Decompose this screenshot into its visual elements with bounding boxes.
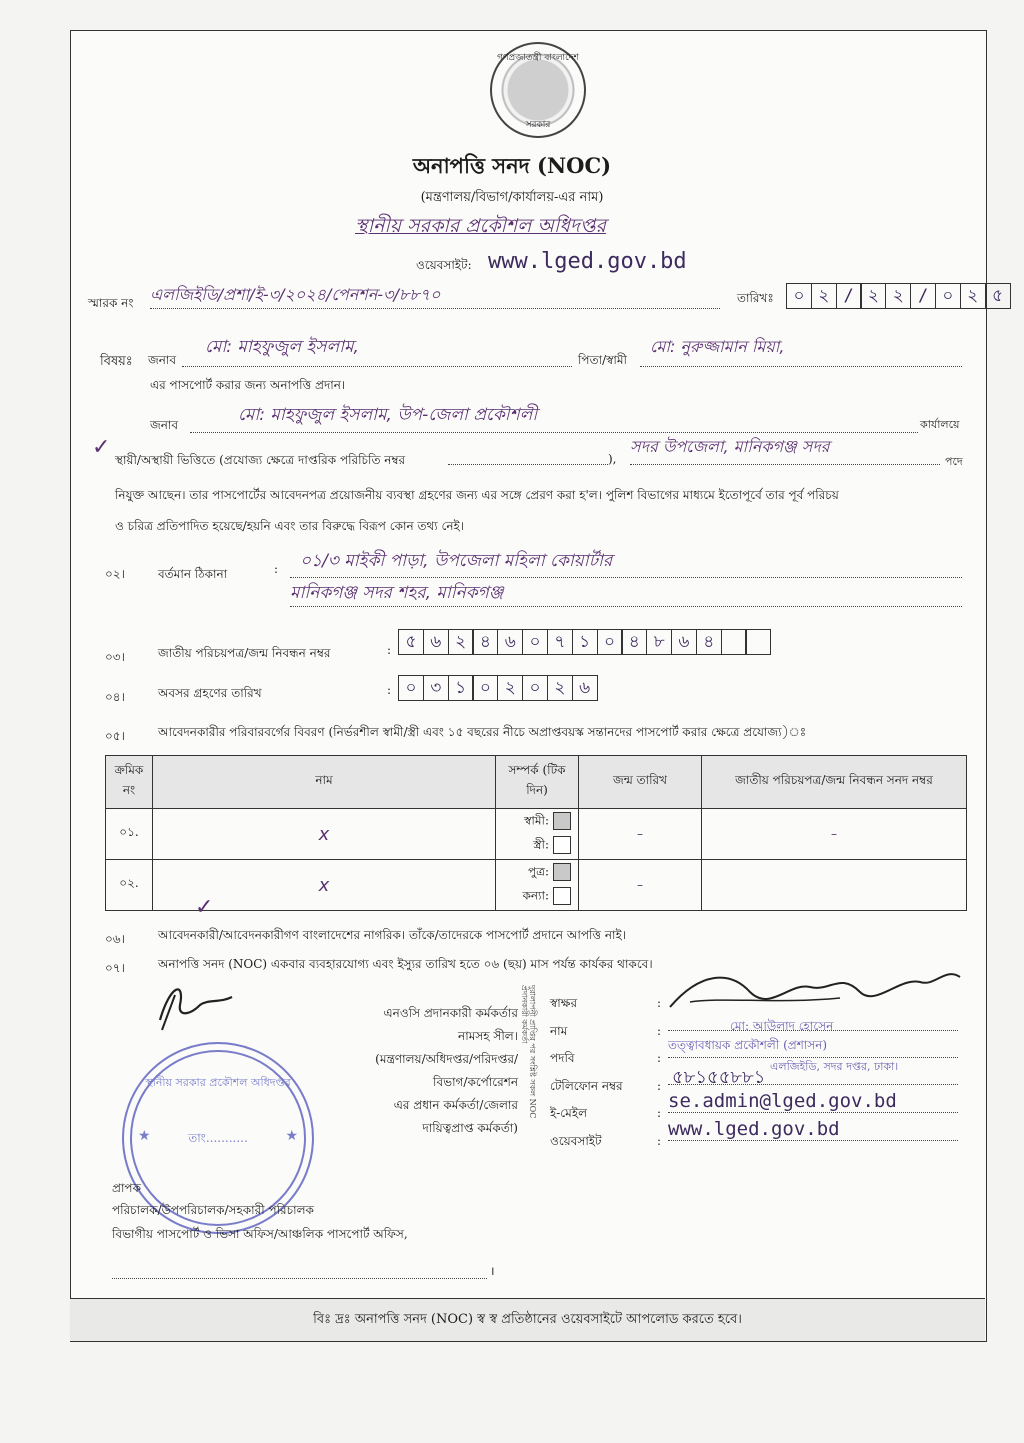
decl07-text: অনাপত্তি সনদ (NOC) একবার ব্যবহারযোগ্য এবং ইস্যুর তারিখ হতে ০৬ (ছয়) মাস পর্যন্ত কার্যকর থাকবে। [158, 957, 653, 971]
item03-number: ০৩। [105, 650, 125, 664]
field-label-name: নাম [550, 1023, 568, 1038]
body-janab: জনাব [150, 418, 179, 432]
date-digit-box: ২ [885, 283, 911, 309]
nid-digit-box: ০ [522, 629, 548, 655]
wife-checkbox[interactable] [553, 836, 571, 854]
seal-bottom-text: সরকার [525, 120, 551, 130]
perm-close: ), [608, 452, 617, 466]
relation-label-son: পুত্র: [527, 864, 549, 878]
subject-line2: এর পাসপোর্ট করার জন্য অনাপত্তি প্রদান। [150, 378, 346, 392]
row-serial: ০২. [106, 860, 153, 911]
field-label-website: ওয়েবসাইট [550, 1133, 602, 1148]
recipient-line1: পরিচালক/উপপরিচালক/সহকারী পরিচালক [112, 1203, 314, 1217]
item04-number: ০৪। [105, 690, 125, 704]
stamp-date-label: তাং........... [188, 1131, 248, 1145]
retirement-digit-box: ২ [497, 675, 523, 701]
item02-label: বর্তমান ঠিকানা [158, 567, 228, 581]
website-value: www.lged.gov.bd [488, 249, 687, 274]
date-label: তারিখঃ [737, 291, 774, 305]
date-digit-box: ৫ [985, 283, 1011, 309]
recipient-line3-end: । [490, 1264, 495, 1278]
retirement-digit-box: ০ [472, 675, 498, 701]
issuer-desc-line: বিভাগ/কর্পোরেশন [433, 1075, 518, 1089]
nid-boxes [398, 629, 770, 655]
decl07-number: ০৭। [105, 961, 125, 975]
body-para1: নিযুক্ত আছেন। তার পাসপোর্টের আবেদনপত্র প্রয়োজনীয় ব্যবস্থা গ্রহণের জন্য এর সঙ্গে প্রেরণ করা হ'ল। পুলিশ বিভাগের মাধ্যমে ইতোপূর্বে তার পূর্ব পরিচয় [115, 488, 839, 502]
col-name: নাম [153, 756, 496, 809]
office-suffix: কার্যালয়ে [920, 418, 960, 431]
issuer-description [330, 1002, 518, 1140]
row-dob: – [579, 809, 702, 860]
website-label: ওয়েবসাইট: [416, 258, 472, 272]
field-label-email: ই-মেইল [550, 1106, 588, 1120]
item03-label: জাতীয় পরিচয়পত্র/জন্ম নিবন্ধন নম্বর [158, 646, 331, 660]
col-dob: জন্ম তারিখ [579, 756, 702, 809]
star-icon: ★ [138, 1128, 151, 1144]
nid-digit-box: ৪ [621, 629, 647, 655]
item05-label: আবেদনকারীর পরিবারবর্গের বিবরণ (নির্ভরশীল স্বামী/স্ত্রী এবং ১৫ বছরের নীচে অপ্রাপ্তবয়স্ক সন্তানদের পাসপোর্ট করার ক্ষেত্রে প্রযোজ্য)ঃ [158, 725, 807, 739]
relation-cell [496, 809, 579, 860]
retirement-digit-box: ৬ [572, 675, 598, 701]
father-label: পিতা/স্বামী [578, 353, 627, 367]
nid-digit-box: ১ [572, 629, 598, 655]
issuer-field-labels [550, 990, 623, 1155]
issuer-desc-line: নামসহ সীল। [458, 1029, 518, 1043]
row-nid: – [702, 809, 967, 860]
applicant-name-value: মো: মাহফুজুল ইসলাম, [205, 337, 359, 357]
vertical-stamp-text: দুরালাপনী প্রাপ্তির পর সংশ্লিষ্ট সকল NOC প্রদানকারী কর্মকর্তা [520, 985, 537, 1119]
tick-mark: ✓ [195, 895, 214, 920]
nid-digit-box: ৬ [497, 629, 523, 655]
form-subtitle: (মন্ত্রণালয়/বিভাগ/কার্যালয়-এর নাম) [420, 190, 604, 205]
decl06-number: ০৬। [105, 932, 125, 946]
issuer-desc-line: দায়িত্বপ্রাপ্ত কর্মকর্তা) [422, 1121, 518, 1135]
col-serial: ক্রমিক নং [106, 756, 153, 809]
nid-digit-box: ৭ [547, 629, 573, 655]
row-nid [702, 860, 967, 911]
post-value: সদর উপজেলা, মানিকগঞ্জ সদর [630, 437, 830, 456]
nid-digit-box: ৪ [472, 629, 498, 655]
office-name: স্থানীয় সরকার প্রকৌশল অধিদপ্তর [355, 215, 606, 237]
issuer-phone-value: ৫৮১৫৫৮৮১ [672, 1067, 766, 1088]
issuer-signature [660, 962, 970, 1022]
date-digit-box: / [910, 283, 936, 309]
son-checkbox[interactable] [553, 863, 571, 881]
date-digit-box: ২ [960, 283, 986, 309]
date-digit-box: / [836, 283, 862, 309]
retirement-digit-box: ১ [448, 675, 474, 701]
item04-label: অবসর গ্রহণের তারিখ [158, 686, 262, 700]
seal-top-text: গণপ্রজাতন্ত্রী বাংলাদেশ [497, 53, 579, 63]
issuer-desc-line: এনওসি প্রদানকারী কর্মকর্তার [383, 1006, 518, 1020]
issuer-designation-value: তত্ত্বাবধায়ক প্রকৌশলী (প্রশাসন) [668, 1038, 828, 1052]
nid-digit-box: ২ [448, 629, 474, 655]
star-icon: ★ [285, 1128, 298, 1144]
daughter-checkbox[interactable] [553, 887, 571, 905]
table-row [106, 860, 967, 911]
footer-note-text: বিঃ দ্রঃ অনাপত্তি সনদ (NOC) স্ব স্ব প্রতিষ্ঠানের ওয়েবসাইটে আপলোড করতে হবে। [313, 1311, 742, 1327]
nid-digit-box: ৪ [696, 629, 722, 655]
nid-digit-box: ৬ [423, 629, 449, 655]
date-digit-box: ২ [860, 283, 886, 309]
stamp-text: স্থানীয় সরকার প্রকৌশল অধিদপ্তর [145, 1076, 291, 1089]
table-row [106, 809, 967, 860]
nid-digit-box: ৬ [671, 629, 697, 655]
nid-digit-box: ৮ [646, 629, 672, 655]
field-label-designation: পদবি [550, 1051, 575, 1065]
relation-cell [496, 860, 579, 911]
tick-mark: ✓ [92, 435, 111, 460]
father-name-value: মো: নুরুজ্জামান মিয়া, [650, 337, 785, 356]
row-name: x [153, 809, 496, 860]
relation-label-daughter: কন্যা: [522, 888, 549, 903]
date-boxes [786, 283, 1009, 309]
issuer-designation-value2: এলজিইডি, সদর দপ্তর, ঢাকা। [770, 1060, 899, 1073]
date-digit-box: ০ [935, 283, 961, 309]
date-digit-box: ০ [786, 283, 812, 309]
address-line1: ০১/৩ মাইকী পাড়া, উপজেলা মহিলা কোয়ার্টার [300, 551, 613, 571]
item05-number: ০৫। [105, 729, 125, 743]
issuer-name-value: মো: আউলাদ হোসেন [730, 1019, 834, 1033]
family-details-table [105, 755, 967, 911]
relation-label-husband: স্বামী: [524, 813, 549, 827]
nid-digit-box: ০ [597, 629, 623, 655]
nid-digit-box [745, 629, 771, 655]
recipient-line2: বিভাগীয় পাসপোর্ট ও ভিসা অফিস/আঞ্চলিক পাসপোর্ট অফিস, [112, 1227, 408, 1241]
issuer-email-value: se.admin@lged.gov.bd [668, 1090, 897, 1112]
field-label-phone: টেলিফোন নম্বর [550, 1078, 623, 1093]
row-dob: – [579, 860, 702, 911]
date-digit-box: ২ [811, 283, 837, 309]
col-nid: জাতীয় পরিচয়পত্র/জন্ম নিবন্ধন সনদ নম্বর [702, 756, 967, 809]
initial-signature [150, 975, 240, 1035]
item02-number: ০২। [105, 567, 125, 581]
post-suffix: পদে [945, 455, 963, 468]
perm-prefix: স্থায়ী/অস্থায়ী ভিত্তিতে (প্রযোজ্য ক্ষেত্রে দাপ্তরিক পরিচিতি নম্বর [115, 453, 406, 467]
husband-checkbox[interactable] [553, 812, 571, 830]
retirement-digit-box: ৩ [423, 675, 449, 701]
retirement-digit-box: ০ [398, 675, 424, 701]
col-relation: সম্পর্ক (টিক দিন) [496, 756, 579, 809]
nid-digit-box [721, 629, 747, 655]
nid-digit-box: ৫ [398, 629, 424, 655]
issuer-desc-line: (মন্ত্রণালয়/অধিদপ্তর/পরিদপ্তর/ [375, 1052, 518, 1066]
person-designation-value: মো: মাহফুজুল ইসলাম, উপ-জেলা প্রকৌশলী [238, 405, 538, 425]
issuer-website-value: www.lged.gov.bd [668, 1118, 840, 1140]
government-seal [490, 42, 586, 138]
retirement-digit-box: ২ [547, 675, 573, 701]
row-name: x [153, 860, 496, 911]
decl06-text: আবেদনকারী/আবেদনকারীগণ বাংলাদেশের নাগরিক। তাঁকে/তাদেরকে পাসপোর্ট প্রদানে আপত্তি নাই। [158, 928, 627, 942]
relation-label-wife: স্ত্রী: [533, 837, 549, 852]
subject-janab: জনাব [148, 353, 177, 367]
address-line2: মানিকগঞ্জ সদর শহর, মানিকগঞ্জ [290, 583, 504, 603]
form-title: অনাপত্তি সনদ (NOC) [412, 153, 612, 178]
stamp-date-text: তাং [188, 1131, 206, 1145]
memo-value: এলজিইডি/প্রশা/ই-৩/২০২৪/পেনশন-৩/৮৮৭০ [150, 285, 441, 304]
body-para2: ও চরিত্র প্রতিপাদিত হয়েছে/হয়নি এবং তার বিরুদ্ধে বিরূপ কোন তথ্য নেই। [115, 519, 465, 533]
issuer-desc-line: এর প্রধান কর্মকর্তা/জেলার [393, 1098, 518, 1112]
memo-label: স্মারক নং [88, 296, 134, 310]
field-label-signature: স্বাক্ষর [550, 996, 578, 1010]
footer-note [70, 1298, 985, 1341]
retirement-digit-box: ০ [522, 675, 548, 701]
row-serial: ০১. [106, 809, 153, 860]
retirement-date-boxes [398, 675, 597, 701]
subject-label: বিষয়ঃ [100, 354, 133, 369]
recipient-label: প্রাপক [112, 1181, 141, 1195]
